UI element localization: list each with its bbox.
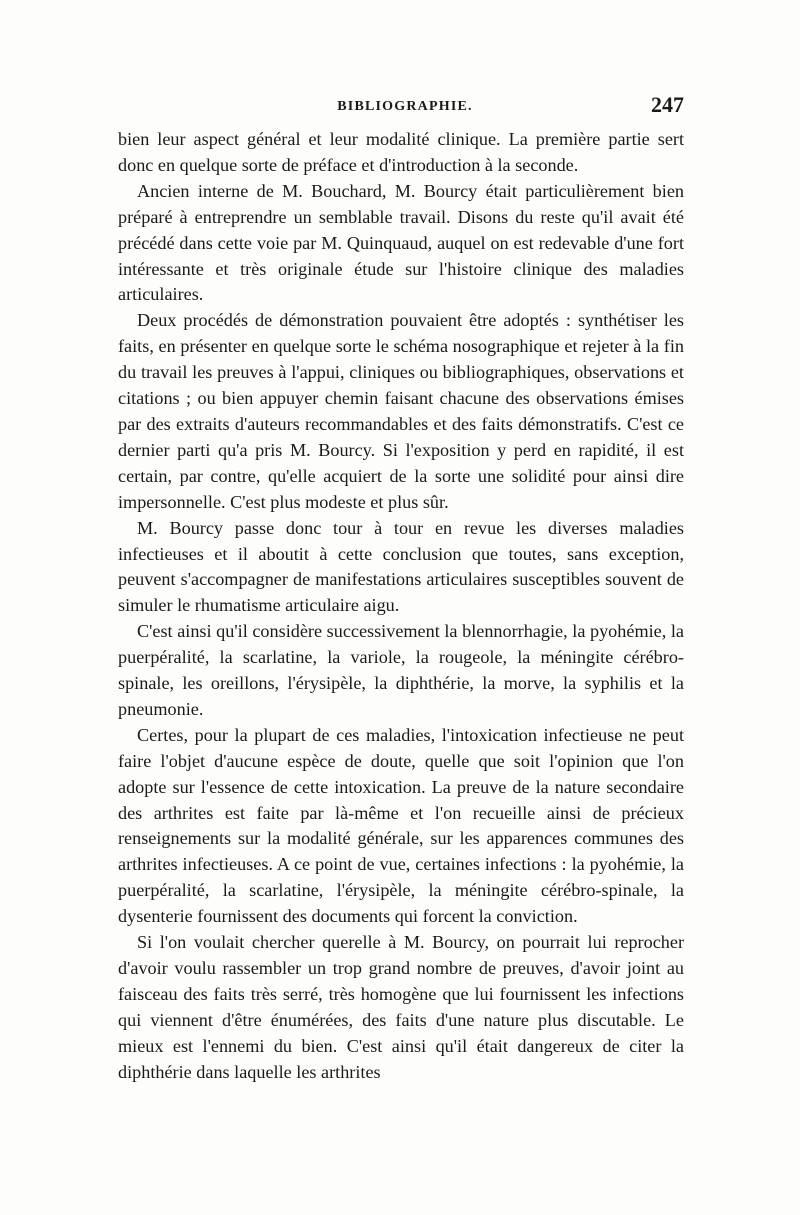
page-number: 247 — [651, 92, 684, 117]
body-text — [118, 127, 684, 1086]
paragraph-continuation: bien leur aspect général et leur modalité clinique. La première partie sert donc en quelque sorte de préface et d'introduction à la seconde. — [118, 129, 684, 175]
paragraph: Certes, pour la plupart de ces maladies, l'intoxication infectieuse ne peut faire l'objet d'aucune espèce de doute, quelle que soit l'opinion que l'on adopte sur l'essence de cette intoxication. La preuve de la nature secondaire des arthrites est faite par là-même et l'on recueille ainsi de précieux renseignements sur la modalité générale, sur les apparences communes des arthrites infectieuses. A ce point de vue, certaines infections : la pyohémie, la puerpéralité, la scarlatine, l'érysipèle, la méningite cérébro-spinale, la dysenterie fournissent des documents qui forcent la conviction. — [118, 724, 684, 927]
paragraph: C'est ainsi qu'il considère successivement la blennorrhagie, la pyohémie, la puerpéralité, la scarlatine, la variole, la rougeole, la méningite cérébro-spinale, les oreillons, l'érysipèle, la diphthérie, la morve, la syphilis et la pneumonie. — [118, 621, 684, 719]
paragraph: Ancien interne de M. Bouchard, M. Bourcy était particulièrement bien préparé à entreprendre un semblable travail. Disons du reste qu'il avait été précédé dans cette voie par M. Quinquaud, auquel on est redevable d'une fort intéressante et très originale étude sur l'histoire clinique des maladies articulaires. — [118, 180, 684, 305]
paragraph: Deux procédés de démonstration pouvaient être adoptés : synthétiser les faits, en présenter en quelque sorte le schéma nosographique et rejeter à la fin du travail les preuves à l'appui, cliniques ou bibliographiques, observations et citations ; ou bien appuyer chemin faisant chacune des observations émises par des extraits d'auteurs recommandables et des faits démonstratifs. C'est ce dernier parti qu'a pris M. Bourcy. Si l'exposition y perd en rapidité, il est certain, par contre, qu'elle acquiert de la sorte une solidité pour ainsi dire impersonnelle. C'est plus modeste et plus sûr. — [118, 310, 684, 512]
paragraph: Si l'on voulait chercher querelle à M. Bourcy, on pourrait lui reprocher d'avoir voulu rassembler un trop grand nombre de preuves, d'avoir joint au faisceau des faits très serré, très homogène que lui fournissent les infections qui viennent d'être énumérées, des faits d'une nature plus discutable. Le mieux est l'ennemi du bien. C'est ainsi qu'il était dangereux de citer la diphthérie dans laquelle les arthrites — [118, 932, 684, 1082]
running-title: BIBLIOGRAPHIE. — [337, 99, 473, 114]
paragraph: M. Bourcy passe donc tour à tour en revue les diverses maladies infectieuses et il aboutit à cette conclusion que toutes, sans exception, peuvent s'accompagner de manifestations articulaires susceptibles souvent de simuler le rhumatisme articulaire aigu. — [118, 517, 684, 616]
running-header — [118, 92, 684, 122]
